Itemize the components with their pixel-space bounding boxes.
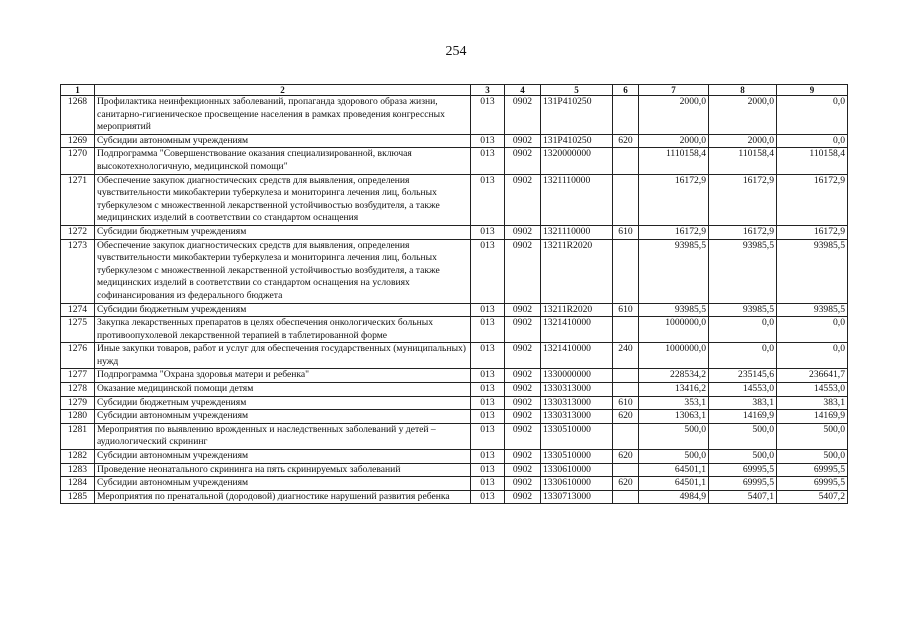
amount-col7: 16172,9: [639, 225, 709, 239]
ministry-code: 013: [471, 383, 505, 397]
amount-col8: 383,1: [709, 396, 777, 410]
ministry-code: 013: [471, 303, 505, 317]
section-code: 0902: [505, 450, 541, 464]
row-number: 1280: [61, 410, 95, 424]
table-row: [61, 96, 848, 135]
ministry-code: 013: [471, 317, 505, 343]
table-row: [61, 383, 848, 397]
amount-col7: 64501,1: [639, 463, 709, 477]
expense-type: [613, 96, 639, 135]
section-code: 0902: [505, 148, 541, 174]
page-number: 254: [445, 44, 467, 59]
expense-type: 620: [613, 450, 639, 464]
amount-col8: 14169,9: [709, 410, 777, 424]
section-code: 0902: [505, 343, 541, 369]
amount-col8: 0,0: [709, 317, 777, 343]
table-row: [61, 369, 848, 383]
amount-col9: 69995,5: [777, 463, 848, 477]
target-article: 1330510000: [541, 423, 613, 449]
amount-col8: 500,0: [709, 450, 777, 464]
row-number: 1275: [61, 317, 95, 343]
table-row: [61, 477, 848, 491]
expense-type: [613, 148, 639, 174]
target-article: 13211R2020: [541, 239, 613, 303]
amount-col7: 13063,1: [639, 410, 709, 424]
amount-col8: 69995,5: [709, 477, 777, 491]
amount-col7: 1110158,4: [639, 148, 709, 174]
amount-col7: 1000000,0: [639, 317, 709, 343]
target-article: 1330313000: [541, 383, 613, 397]
target-article: 1321110000: [541, 225, 613, 239]
table-row: [61, 239, 848, 303]
section-code: 0902: [505, 303, 541, 317]
amount-col8: 2000,0: [709, 134, 777, 148]
row-name: Иные закупки товаров, работ и услуг для обеспечения государственных (муниципальных) нужд: [95, 343, 471, 369]
column-header-5: 5: [541, 85, 613, 96]
ministry-code: 013: [471, 174, 505, 225]
amount-col7: 228534,2: [639, 369, 709, 383]
column-header-4: 4: [505, 85, 541, 96]
column-header-8: 8: [709, 85, 777, 96]
row-number: 1273: [61, 239, 95, 303]
amount-col7: 93985,5: [639, 239, 709, 303]
amount-col7: 16172,9: [639, 174, 709, 225]
ministry-code: 013: [471, 396, 505, 410]
target-article: 131P410250: [541, 134, 613, 148]
amount-col7: 1000000,0: [639, 343, 709, 369]
row-number: 1278: [61, 383, 95, 397]
target-article: 1330000000: [541, 369, 613, 383]
row-number: 1282: [61, 450, 95, 464]
ministry-code: 013: [471, 96, 505, 135]
section-code: 0902: [505, 490, 541, 504]
target-article: 1321410000: [541, 343, 613, 369]
amount-col7: 500,0: [639, 423, 709, 449]
expense-type: [613, 369, 639, 383]
amount-col9: 500,0: [777, 450, 848, 464]
amount-col7: 93985,5: [639, 303, 709, 317]
table-row: [61, 225, 848, 239]
target-article: 1321410000: [541, 317, 613, 343]
row-name: Обеспечение закупок диагностических средств для выявления, определения чувствительности микобактерии туберкулеза и мониторинга лечения лиц, больных туберкулезом с множественной лекарственной устойчивостью возбудителя, а также медицинских изделий в соответствии со стандартом оснащения: [95, 174, 471, 225]
ministry-code: 013: [471, 225, 505, 239]
ministry-code: 013: [471, 423, 505, 449]
column-header-1: 1: [61, 85, 95, 96]
row-number: 1271: [61, 174, 95, 225]
row-number: 1274: [61, 303, 95, 317]
budget-table: [60, 84, 848, 504]
expense-type: 620: [613, 410, 639, 424]
amount-col9: 383,1: [777, 396, 848, 410]
table-row: [61, 134, 848, 148]
row-number: 1276: [61, 343, 95, 369]
amount-col8: 16172,9: [709, 225, 777, 239]
row-name: Субсидии автономным учреждениям: [95, 450, 471, 464]
column-header-7: 7: [639, 85, 709, 96]
row-name: Проведение неонатального скрининга на пять скринируемых заболеваний: [95, 463, 471, 477]
target-article: 1330610000: [541, 477, 613, 491]
ministry-code: 013: [471, 463, 505, 477]
section-code: 0902: [505, 477, 541, 491]
row-name: Профилактика неинфекционных заболеваний, пропаганда здорового образа жизни, санитарно-гигиеническое просвещение населения в рамках проведения конгрессных мероприятий: [95, 96, 471, 135]
ministry-code: 013: [471, 239, 505, 303]
column-header-9: 9: [777, 85, 848, 96]
row-number: 1270: [61, 148, 95, 174]
row-number: 1277: [61, 369, 95, 383]
ministry-code: 013: [471, 490, 505, 504]
amount-col9: 69995,5: [777, 477, 848, 491]
amount-col8: 14553,0: [709, 383, 777, 397]
amount-col8: 235145,6: [709, 369, 777, 383]
column-header-6: 6: [613, 85, 639, 96]
expense-type: [613, 239, 639, 303]
amount-col7: 500,0: [639, 450, 709, 464]
column-header-3: 3: [471, 85, 505, 96]
table-row: [61, 450, 848, 464]
target-article: 1321110000: [541, 174, 613, 225]
expense-type: 610: [613, 303, 639, 317]
amount-col9: 93985,5: [777, 239, 848, 303]
table-row: [61, 396, 848, 410]
section-code: 0902: [505, 423, 541, 449]
amount-col8: 93985,5: [709, 303, 777, 317]
amount-col8: 5407,1: [709, 490, 777, 504]
row-number: 1285: [61, 490, 95, 504]
table-row: [61, 174, 848, 225]
amount-col8: 16172,9: [709, 174, 777, 225]
target-article: 1330713000: [541, 490, 613, 504]
amount-col9: 16172,9: [777, 174, 848, 225]
ministry-code: 013: [471, 477, 505, 491]
amount-col8: 2000,0: [709, 96, 777, 135]
table-row: [61, 303, 848, 317]
amount-col7: 2000,0: [639, 96, 709, 135]
row-name: Субсидии бюджетным учреждениям: [95, 303, 471, 317]
section-code: 0902: [505, 317, 541, 343]
row-name: Закупка лекарственных препаратов в целях обеспечения онкологических больных противоопухолевой лекарственной терапией в таблетированной форме: [95, 317, 471, 343]
target-article: 1330510000: [541, 450, 613, 464]
row-name: Субсидии бюджетным учреждениям: [95, 225, 471, 239]
section-code: 0902: [505, 396, 541, 410]
ministry-code: 013: [471, 343, 505, 369]
row-name: Подпрограмма "Охрана здоровья матери и ребенка": [95, 369, 471, 383]
expense-type: [613, 463, 639, 477]
amount-col7: 64501,1: [639, 477, 709, 491]
section-code: 0902: [505, 383, 541, 397]
amount-col9: 5407,2: [777, 490, 848, 504]
table-row: [61, 490, 848, 504]
amount-col7: 4984,9: [639, 490, 709, 504]
amount-col9: 93985,5: [777, 303, 848, 317]
amount-col8: 69995,5: [709, 463, 777, 477]
amount-col9: 236641,7: [777, 369, 848, 383]
expense-type: [613, 317, 639, 343]
amount-col9: 0,0: [777, 96, 848, 135]
row-name: Субсидии автономным учреждениям: [95, 410, 471, 424]
target-article: 1320000000: [541, 148, 613, 174]
amount-col9: 14553,0: [777, 383, 848, 397]
row-number: 1284: [61, 477, 95, 491]
row-name: Оказание медицинской помощи детям: [95, 383, 471, 397]
expense-type: 610: [613, 225, 639, 239]
section-code: 0902: [505, 410, 541, 424]
amount-col9: 0,0: [777, 343, 848, 369]
row-name: Обеспечение закупок диагностических средств для выявления, определения чувствительности микобактерии туберкулеза и мониторинга лечения лиц, больных туберкулезом с множественной лекарственной устойчивостью возбудителя, а также медицинских изделий в соответствии со стандартом оснащения на условиях софинансирования из федерального бюджета: [95, 239, 471, 303]
target-article: 131P410250: [541, 96, 613, 135]
expense-type: 240: [613, 343, 639, 369]
amount-col8: 110158,4: [709, 148, 777, 174]
amount-col8: 93985,5: [709, 239, 777, 303]
amount-col8: 500,0: [709, 423, 777, 449]
expense-type: [613, 174, 639, 225]
expense-type: [613, 383, 639, 397]
section-code: 0902: [505, 463, 541, 477]
expense-type: [613, 423, 639, 449]
table-body: [61, 96, 848, 504]
ministry-code: 013: [471, 410, 505, 424]
row-name: Субсидии автономным учреждениям: [95, 477, 471, 491]
section-code: 0902: [505, 134, 541, 148]
ministry-code: 013: [471, 369, 505, 383]
amount-col9: 110158,4: [777, 148, 848, 174]
row-name: Мероприятия по пренатальной (дородовой) диагностике нарушений развития ребенка: [95, 490, 471, 504]
expense-type: [613, 490, 639, 504]
amount-col9: 500,0: [777, 423, 848, 449]
row-number: 1268: [61, 96, 95, 135]
header-row: [61, 85, 848, 96]
amount-col7: 2000,0: [639, 134, 709, 148]
ministry-code: 013: [471, 148, 505, 174]
amount-col9: 0,0: [777, 134, 848, 148]
ministry-code: 013: [471, 450, 505, 464]
column-header-2: 2: [95, 85, 471, 96]
row-number: 1269: [61, 134, 95, 148]
section-code: 0902: [505, 239, 541, 303]
table-row: [61, 317, 848, 343]
section-code: 0902: [505, 174, 541, 225]
expense-type: 620: [613, 134, 639, 148]
amount-col9: 16172,9: [777, 225, 848, 239]
section-code: 0902: [505, 96, 541, 135]
table-row: [61, 343, 848, 369]
section-code: 0902: [505, 225, 541, 239]
row-number: 1283: [61, 463, 95, 477]
target-article: 1330313000: [541, 410, 613, 424]
ministry-code: 013: [471, 134, 505, 148]
expense-type: 610: [613, 396, 639, 410]
row-name: Мероприятия по выявлению врожденных и наследственных заболеваний у детей – аудиологический скрининг: [95, 423, 471, 449]
row-number: 1279: [61, 396, 95, 410]
table-row: [61, 423, 848, 449]
amount-col8: 0,0: [709, 343, 777, 369]
amount-col9: 14169,9: [777, 410, 848, 424]
table-row: [61, 410, 848, 424]
row-number: 1281: [61, 423, 95, 449]
table-row: [61, 148, 848, 174]
target-article: 1330610000: [541, 463, 613, 477]
section-code: 0902: [505, 369, 541, 383]
row-name: Субсидии автономным учреждениям: [95, 134, 471, 148]
amount-col9: 0,0: [777, 317, 848, 343]
table-row: [61, 463, 848, 477]
row-number: 1272: [61, 225, 95, 239]
row-name: Подпрограмма "Совершенствование оказания специализированной, включая высокотехнологичную, медицинской помощи": [95, 148, 471, 174]
expense-type: 620: [613, 477, 639, 491]
row-name: Субсидии бюджетным учреждениям: [95, 396, 471, 410]
amount-col7: 353,1: [639, 396, 709, 410]
target-article: 1330313000: [541, 396, 613, 410]
amount-col7: 13416,2: [639, 383, 709, 397]
target-article: 13211R2020: [541, 303, 613, 317]
